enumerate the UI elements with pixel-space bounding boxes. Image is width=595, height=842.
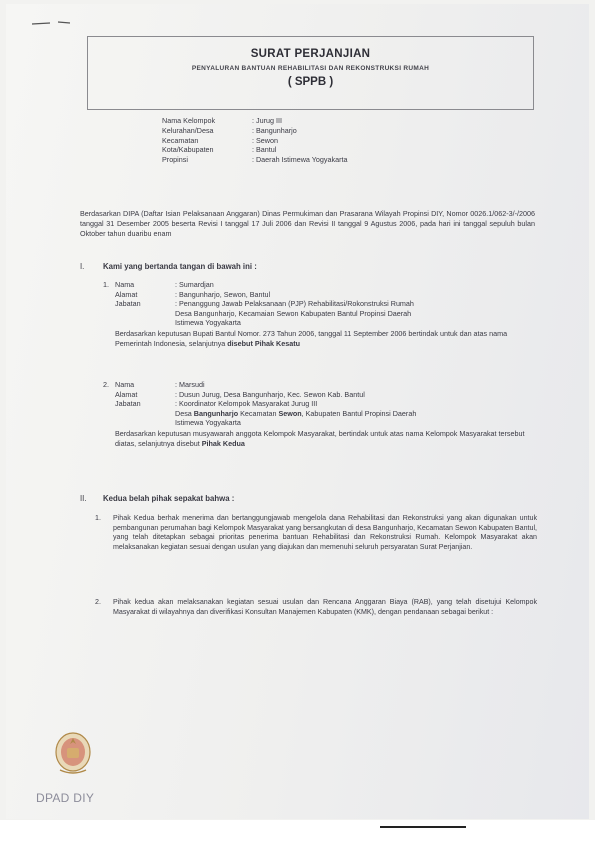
position-label: Jabatan [115,399,141,409]
party-designation: disebut Pihak Kesatu [227,338,300,348]
section-number: I. [80,262,85,271]
underline-mark [380,826,466,828]
title-box [87,36,534,110]
agreement-item [95,514,537,553]
position-continued: Desa Bangunharjo Kecamatan Sewon, Kabupaten Bantul Propinsi Daerah [175,408,417,418]
info-row [162,136,348,146]
item-number: 1. [95,514,101,522]
info-label: Kota/Kabupaten [162,145,214,155]
info-value: : Bantul [252,145,277,155]
name-value: : Sumardjan [175,280,214,289]
address-value: : Dusun Jurug, Desa Bangunharjo, Kec. Sewon Kab. Bantul [175,389,365,399]
agreement-item [95,598,537,617]
section-heading-2 [80,494,234,503]
info-row [162,116,348,126]
section-title: Kedua belah pihak sepakat bahwa : [103,494,235,503]
document-subtitle: PENYALURAN BANTUAN REHABILITASI DAN REKONSTRUKSI RUMAH [191,65,430,72]
info-label: Nama Kelompok [162,116,216,125]
position-continued: Istimewa Yogyakarta [175,418,241,428]
info-value: : Daerah Istimewa Yogyakarta [252,155,348,165]
info-value: : Bangunharjo [252,125,297,135]
position-continued: Desa Bangunharjo, Kecamaian Sewon Kabupaten Bantul Propinsi Daerah [175,308,412,318]
party-number: 1. [103,280,109,289]
address-value: : Bangunharjo, Sewon, Bantul [175,289,271,299]
document-title: SURAT PERJANJIAN [250,48,371,60]
party-note [103,329,533,348]
info-label: Kecamatan [162,135,199,145]
item-text: Pihak Kedua berhak menerima dan bertanggungjawab mengelola dana Rehabilitasi dan Rekonstruksi yang akan digunakan untuk pembangunan perumahan bagi Kelompok Masyarakat yang bersangkutan di desa Bangunharjo, Kecamatan Sewon Kabupaten Bantul, yang telah ditetapkan sebagai prioritas penerima bantuan Rehabilitasi dan Rekonstruksi Rumah. Kelompok Masyarakat akan melaksanakan kegiatan sesuai dengan usulan yang diajukan dan memenuhi seluruh persyaratan Surat Perjanjian. [113,514,537,552]
page-margin [0,820,595,842]
position-label: Jabatan [115,299,141,309]
document-code: ( SPPB ) [287,76,334,88]
intro-paragraph: Berdasarkan DIPA (Daftar Isian Pelaksanaan Anggaran) Dinas Permukiman dan Prasarana Wilayah Propinsi DIY, Nomor 0026.1/062-3/-/2006 tanggal 31 Desember 2005 beserta Revisi I tanggal 17 Juli 2006 dan Revisi II tanggal 9 Agustus 2006, pada hari ini tanggal sepuluh bulan Oktober tahun duaribu enam [80,209,535,238]
note-text: Berdasarkan keputusan Bupati Bantul Nomor. 273 Tahun 2006, tanggal 11 September 2006 bertindak untuk dan atas nama Pemerintah Indonesia, selanjutnya [115,328,508,348]
section-heading-1 [80,262,257,271]
party-two [103,380,533,448]
party-note [103,429,533,448]
position-value: : Penanggung Jawab Pelaksanaan (PJP) Rehabilitasi/Rokonstruksi Rumah [175,299,414,309]
info-label: Propinsi [162,155,188,165]
name-value: : Marsudi [175,380,205,389]
position-value: : Koordinator Kelompok Masyarakat Jurug III [175,399,318,409]
info-row [162,155,348,165]
note-text: Berdasarkan keputusan musyawarah anggota Kelompok Masyarakat, bertindak untuk atas nama Kelompok Masyarakat tersebut diatas, selanjutnya disebut [115,428,525,448]
party-number: 2. [103,380,109,389]
section-number: II. [80,494,87,503]
item-text: Pihak kedua akan melaksanakan kegiatan sesuai usulan dan Rencana Anggaran Biaya (RAB), yang telah disetujui Kelompok Masyarakat di wilayahnya dan diverifikasi Konsultan Manajemen Kabupaten (KMK), dengan pendanaan sebagai berikut : [113,598,537,616]
position-continued: Istimewa Yogyakarta [175,318,241,328]
info-value: : Sewon [252,135,278,145]
section-title: Kami yang bertanda tangan di bawah ini : [103,262,257,271]
item-number: 2. [95,598,101,606]
info-label: Kelurahan/Desa [162,125,214,135]
name-label: Nama [115,280,135,289]
address-label: Alamat [115,389,138,399]
party-one [103,280,533,348]
watermark-text: DPAD DIY [36,791,95,805]
party-designation: Pihak Kedua [201,438,245,448]
name-label: Nama [115,380,135,389]
info-value: : Jurug III [252,116,282,125]
pen-mark [30,20,92,26]
info-row [162,145,348,155]
address-label: Alamat [115,289,138,299]
info-row [162,126,348,136]
group-info [162,116,348,165]
yogyakarta-seal-icon [52,730,94,778]
